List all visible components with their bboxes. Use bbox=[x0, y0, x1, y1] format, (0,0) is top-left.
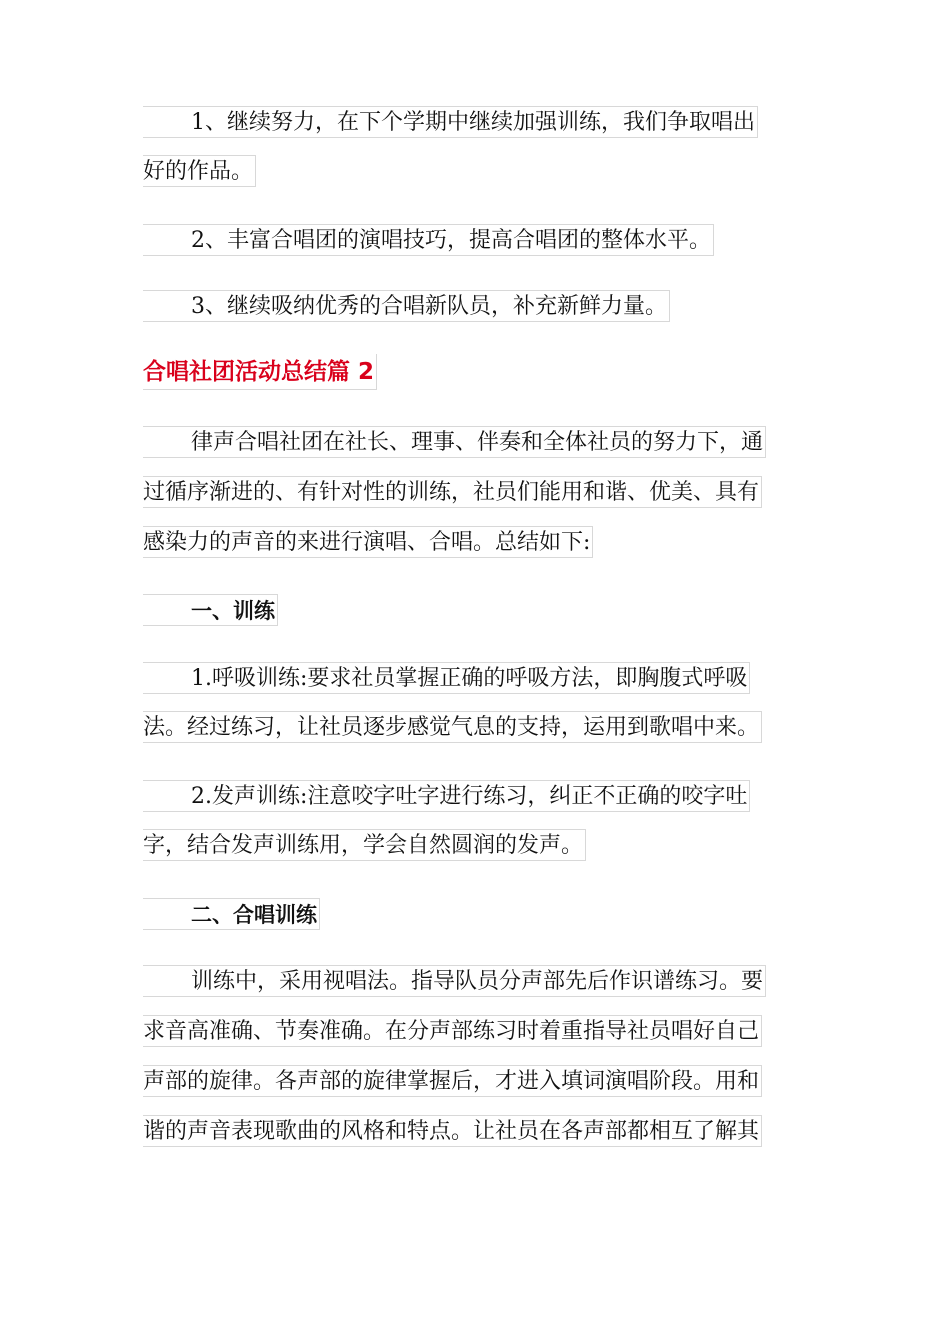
section-heading-choir-training: 二、合唱训练 bbox=[143, 898, 320, 930]
choir-training-line-4: 谐的声音表现歌曲的风格和特点。让社员在各声部都相互了解其 bbox=[143, 1115, 762, 1147]
vocal-training-line-1: 2.发声训练:注意咬字吐字进行练习，纠正不正确的咬字吐 bbox=[143, 780, 750, 812]
breathing-training-line-1: 1.呼吸训练:要求社员掌握正确的呼吸方法，即胸腹式呼吸 bbox=[143, 662, 750, 694]
breathing-training-line-2: 法。经过练习，让社员逐步感觉气息的支持，运用到歌唱中来。 bbox=[143, 711, 762, 743]
section-heading-training: 一、训练 bbox=[143, 594, 278, 626]
choir-training-line-2: 求音高准确、节奏准确。在分声部练习时着重指导社员唱好自己 bbox=[143, 1015, 762, 1047]
vocal-training-line-2: 字，结合发声训练用，学会自然圆润的发声。 bbox=[143, 829, 586, 861]
choir-training-line-3: 声部的旋律。各声部的旋律掌握后，才进入填词演唱阶段。用和 bbox=[143, 1065, 762, 1097]
intro-line-2: 过循序渐进的、有针对性的训练，社员们能用和谐、优美、具有 bbox=[143, 476, 762, 508]
choir-training-line-1: 训练中，采用视唱法。指导队员分声部先后作识谱练习。要 bbox=[143, 965, 766, 997]
intro-line-3: 感染力的声音的来进行演唱、合唱。总结如下: bbox=[143, 526, 593, 558]
list-item-3: 3、继续吸纳优秀的合唱新队员，补充新鲜力量。 bbox=[143, 290, 670, 322]
list-item-2: 2、丰富合唱团的演唱技巧，提高合唱团的整体水平。 bbox=[143, 224, 714, 256]
intro-line-1: 律声合唱社团在社长、理事、伴奏和全体社员的努力下，通 bbox=[143, 426, 766, 458]
list-item-1-line-1: 1、继续努力，在下个学期中继续加强训练，我们争取唱出 bbox=[143, 106, 758, 138]
list-item-1-line-2: 好的作品。 bbox=[143, 155, 256, 187]
article-title: 合唱社团活动总结篇 2 bbox=[143, 354, 377, 390]
